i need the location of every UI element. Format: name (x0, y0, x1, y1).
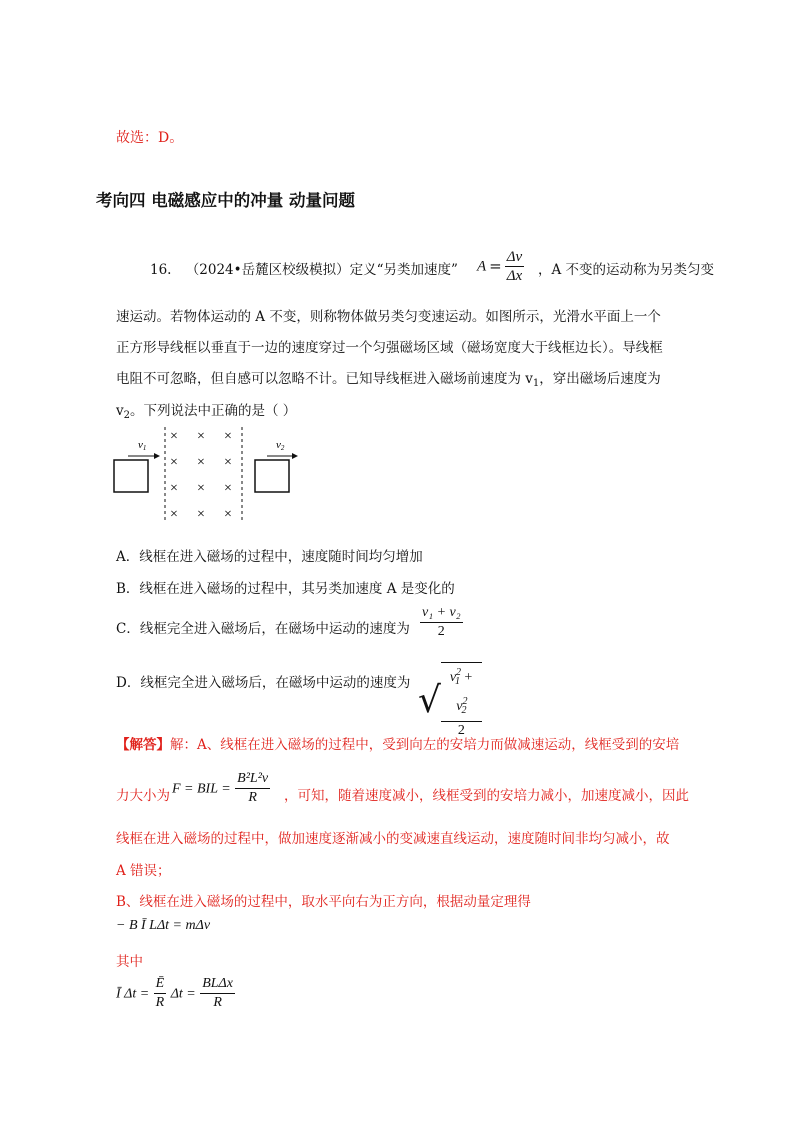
solution-tag: 【解答】 (116, 737, 170, 753)
question-stem-text: 定义“另类加速度” (349, 262, 458, 278)
option-d-formula: √ $\frac{v^2_1 + v^2_2}{2}$ (418, 662, 482, 740)
solution-qizhong: 其中 (116, 954, 143, 970)
solution-line-2a: 力大小为 (116, 788, 170, 804)
solution-line-4: A 错误； (116, 863, 171, 879)
solution-line-1: 【解答】解：A、线框在进入磁场的过程中，受到向左的安培力而做减速运动，线框受到的安培 (116, 737, 680, 753)
option-b: B．线框在进入磁场的过程中，其另类加速度 A 是变化的 (116, 581, 455, 597)
question-source: （2024•岳麓区校级模拟） (185, 262, 350, 278)
solution-line-5: B、线框在进入磁场的过程中，取水平向右为正方向，根据动量定理得 (116, 894, 531, 910)
magnetic-field-figure (110, 425, 320, 525)
field-cross: × (197, 481, 205, 496)
question-stem-line-5: $v_2$。下列说法中正确的是（ ） (116, 403, 297, 421)
field-cross: × (224, 507, 232, 522)
option-c: C．线框完全进入磁场后，在磁场中运动的速度为 (116, 621, 410, 637)
wire-frame-after (255, 460, 289, 492)
option-a: A．线框在进入磁场的过程中，速度随时间均匀增加 (116, 549, 423, 565)
field-cross: × (170, 429, 178, 444)
previous-answer: 故选：D。 (116, 130, 184, 146)
solution-line-2b: ，可知，随着速度减小，线框受到的安培力减小，加速度减小，因此 (284, 788, 689, 804)
v1-label: v1 (138, 439, 147, 452)
field-cross: × (170, 481, 178, 496)
field-cross: × (224, 455, 232, 470)
wire-frame-before (114, 460, 148, 492)
field-cross: × (170, 455, 178, 470)
momentum-theorem-equation: − B Ī LΔt = mΔv (116, 918, 211, 933)
option-c-formula: $\frac{\text{v₁ + v₂}}{2}$ (422, 605, 461, 639)
question-stem-line-2: 速运动。若物体运动的 A 不变，则称物体做另类匀变速运动。如图所示，光滑水平面上一个 (116, 309, 661, 325)
field-cross: × (197, 429, 205, 444)
ampere-force-formula: F = BIL = $\frac{\text{B²L²v}}{R}$ (172, 771, 269, 805)
question-stem-line-1b: ，A 不变的运动称为另类匀变 (538, 262, 715, 278)
section-title: 考向四 电磁感应中的冲量 动量问题 (96, 191, 355, 210)
v2-label: v2 (276, 439, 285, 452)
charge-equation: Ī Δt = $\frac{Ē}{R}$ Δt = $\frac{\text{BLΔx}}{R}$ (116, 976, 233, 1010)
question-stem-line-3: 正方形导线框以垂直于一边的速度穿过一个匀强磁场区域（磁场宽度大于线框边长）。导线框 (116, 340, 663, 356)
question-stem-line-4: 电阻不可忽略，但自感可以忽略不计。已知导线框进入磁场前速度为 $v_1$，穿出磁场后速度为 (116, 371, 661, 389)
field-cross: × (197, 455, 205, 470)
question-number: 16. (150, 262, 172, 278)
solution-line-3: 线框在进入磁场的过程中，做加速度逐渐减小的变减速直线运动，速度随时间非均匀减小，故 (116, 831, 670, 847)
option-d: D．线框完全进入磁场后，在磁场中运动的速度为 (116, 675, 411, 691)
field-cross: × (224, 429, 232, 444)
field-cross: × (224, 481, 232, 496)
field-cross: × (170, 507, 178, 522)
question-stem-line-1 (150, 258, 458, 278)
magnetic-field-crosses (170, 429, 232, 522)
field-cross: × (197, 507, 205, 522)
another-acceleration-formula: A = $\frac{\Delta v}{\Delta x}$ (477, 249, 523, 284)
